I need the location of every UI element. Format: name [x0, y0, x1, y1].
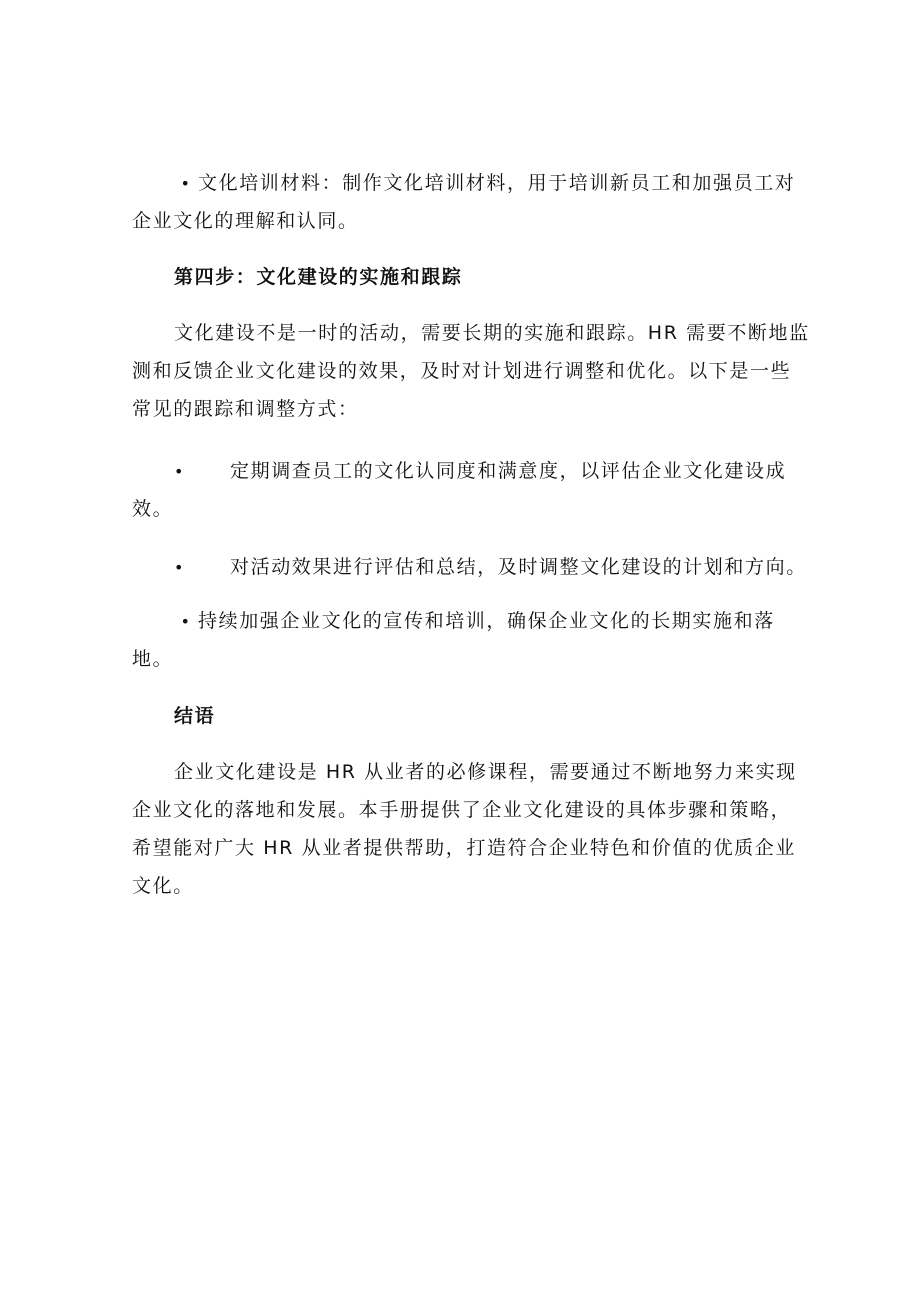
paragraph-line: 常见的跟踪和调整方式： [132, 398, 359, 420]
section-heading-step-four [132, 258, 792, 296]
bullet-text-line: 对活动效果进行评估和总结，及时调整文化建设的计划和方向。 [230, 556, 807, 578]
bullet-item-training-materials [132, 164, 796, 240]
bullet-item-evaluation [132, 548, 807, 586]
bullet-item-survey [132, 452, 792, 528]
paragraph-implementation [132, 314, 810, 428]
bullet-icon: • [174, 558, 186, 577]
bullet-text-line: 文化培训材料：制作文化培训材料，用于培训新员工和加强员工对 [198, 172, 796, 194]
bullet-icon: • [174, 462, 186, 481]
section-heading-conclusion [132, 697, 792, 735]
paragraph-line: 企业文化建设是 HR 从业者的必修课程，需要通过不断地努力来实现 [174, 761, 797, 783]
bullet-icon: • [180, 612, 192, 631]
paragraph-line: 希望能对广大 HR 从业者提供帮助，打造符合企业特色和价值的优质企业 [132, 837, 796, 859]
bullet-item-promotion [132, 602, 792, 678]
bullet-text-line: 企业文化的理解和认同。 [132, 210, 359, 232]
paragraph-conclusion [132, 753, 797, 905]
bullet-text-line: 定期调查员工的文化认同度和满意度，以评估企业文化建设成 [230, 460, 787, 482]
paragraph-line: 文化。 [132, 875, 194, 897]
bullet-text-line: 效。 [132, 498, 174, 520]
paragraph-line: 文化建设不是一时的活动，需要长期的实施和跟踪。HR 需要不断地监 [174, 322, 810, 344]
bullet-icon: • [180, 174, 192, 193]
heading-text: 结语 [174, 705, 216, 727]
paragraph-line: 企业文化的落地和发展。本手册提供了企业文化建设的具体步骤和策略， [132, 799, 792, 821]
bullet-text-line: 持续加强企业文化的宣传和培训，确保企业文化的长期实施和落 [198, 610, 775, 632]
heading-text: 第四步：文化建设的实施和跟踪 [174, 266, 463, 288]
paragraph-line: 测和反馈企业文化建设的效果，及时对计划进行调整和优化。以下是一些 [132, 360, 792, 382]
bullet-text-line: 地。 [132, 648, 174, 670]
